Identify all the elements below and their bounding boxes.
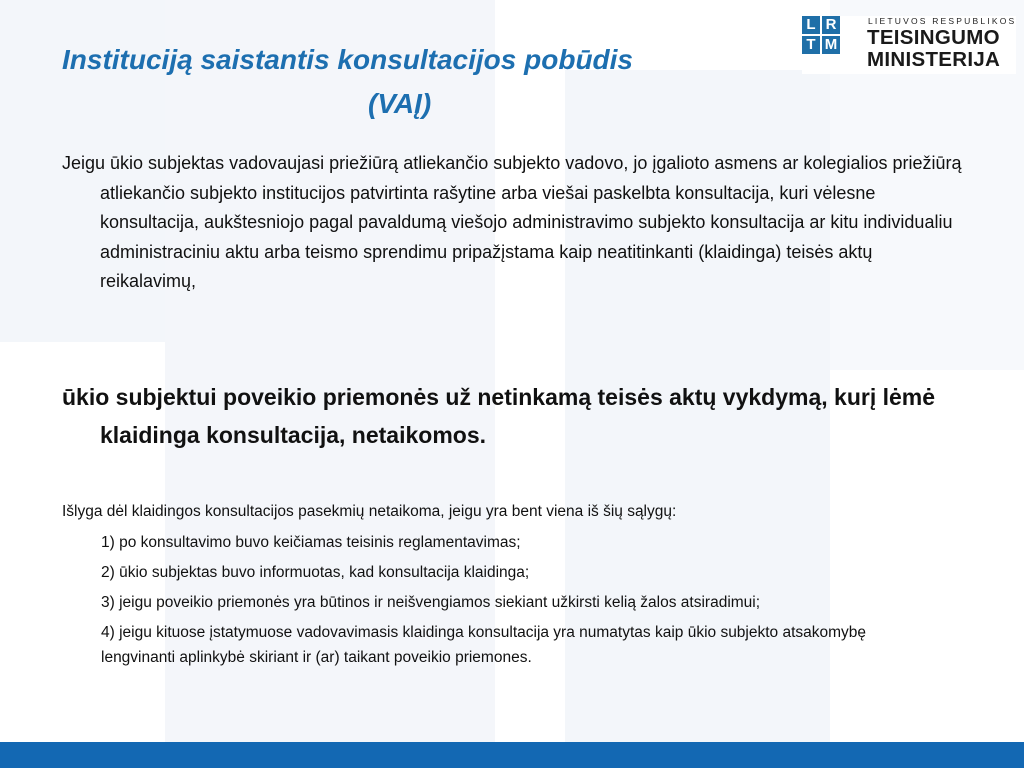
list-item: 1) po konsultavimo buvo keičiamas teisinis reglamentavimas;	[101, 534, 521, 551]
body-paragraph-condition: Jeigu ūkio subjektas vadovaujasi priežiūrą atliekančio subjekto vadovo, jo įgalioto asmens ar kolegialios priežiūrą atliekančio subjekto institucijos patvirtinta rašytine arba viešai paskelbta konsultacija, kuri vėlesne konsultacija, aukštesniojo pagal pavaldumą viešojo administravimo subjekto konsultacija ar kitu individualiu administraciniu aktu arba teismo sprendimu pripažįstama kaip neatitinkanti (klaidinga) teisės aktų reikalavimų,	[62, 153, 962, 291]
slide-title-line1: Instituciją saistantis konsultacijos pobūdis	[62, 44, 634, 75]
ministry-logo	[802, 16, 1016, 74]
exception-intro: Išlyga dėl klaidingos konsultacijos pasekmių netaikoma, jeigu yra bent viena iš šių sąlygų:	[62, 503, 677, 520]
logo-name-line1: TEISINGUMO	[867, 26, 1000, 49]
logo-country-text: LIETUVOS RESPUBLIKOS	[868, 16, 1017, 26]
logo-letter: L	[802, 16, 820, 34]
logo-letter: M	[822, 36, 840, 54]
body-paragraph-conclusion: ūkio subjektui poveikio priemonės už netinkamą teisės aktų vykdymą, kurį lėmė klaidinga konsultacija, netaikomos.	[62, 384, 936, 448]
logo-letter: T	[802, 36, 820, 54]
slide-title-line2: (VAĮ)	[368, 88, 432, 119]
footer-bar	[0, 742, 1024, 768]
slide-title	[62, 38, 782, 126]
logo-emblem-icon	[802, 16, 860, 74]
logo-name-line2: MINISTERIJA	[867, 48, 1001, 71]
list-item: 3) jeigu poveikio priemonės yra būtinos ir neišvengiamos siekiant užkirsti kelią žalos atsiradimui;	[101, 594, 761, 611]
list-item: 2) ūkio subjektas buvo informuotas, kad konsultacija klaidinga;	[101, 564, 530, 581]
exception-conditions-list	[101, 530, 901, 675]
list-item: 4) jeigu kituose įstatymuose vadovavimasis klaidinga konsultacija yra numatytas kaip ūkio subjekto atsakomybę lengvinanti aplinkybė skiriant ir (ar) taikant poveikio priemones.	[101, 624, 867, 666]
logo-letter: R	[822, 16, 840, 34]
